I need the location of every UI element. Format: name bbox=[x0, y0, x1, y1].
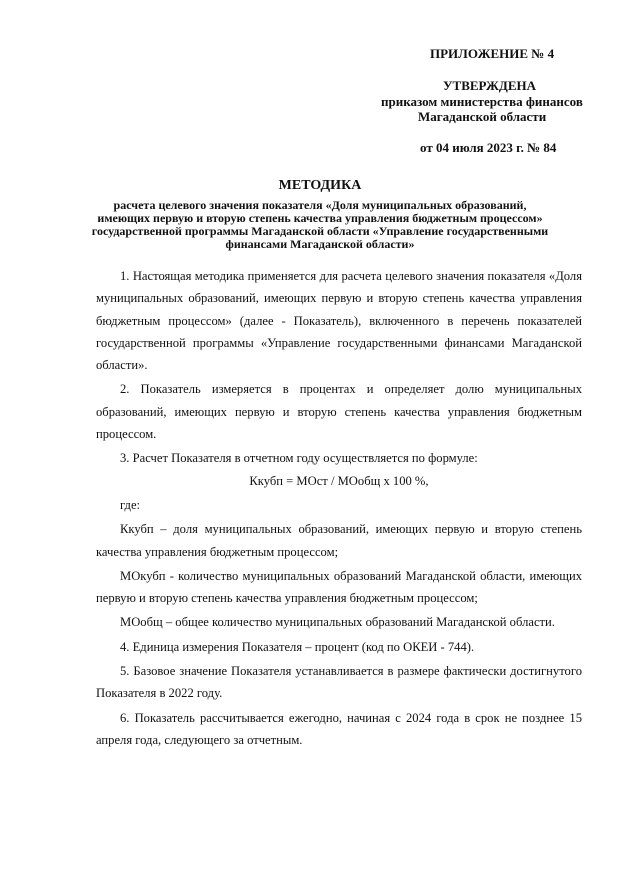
paragraph-6: 6. Показатель рассчитывается ежегодно, начиная с 2024 года в срок не позднее 15 апреля года, следующего за отчетным. bbox=[96, 710, 582, 747]
formula: Ккубп = МОст / МОобщ х 100 %, bbox=[249, 473, 429, 488]
approved-label: УТВЕРЖДЕНА bbox=[443, 78, 537, 93]
paragraph-2: 2. Показатель измеряется в процентах и определяет долю муниципальных образований, имеющих первую и вторую степень качества управления бюджетным процессом. bbox=[96, 382, 582, 442]
order-line-2: Магаданской области bbox=[418, 109, 547, 124]
document-body bbox=[96, 265, 582, 751]
order-date: от 04 июля 2023 г. № 84 bbox=[420, 140, 557, 155]
appendix-number: ПРИЛОЖЕНИЕ № 4 bbox=[430, 46, 555, 61]
subtitle-line: имеющих первую и вторую степень качества управления бюджетным процессом» bbox=[97, 211, 543, 225]
definition-3: МОобщ – общее количество муниципальных образований Магаданской области. bbox=[120, 615, 555, 630]
definition-2: МОкубп - количество муниципальных образований Магаданской области, имеющих первую и вторую степень качества управления бюджетным процессом; bbox=[96, 568, 582, 606]
subtitle-line: расчета целевого значения показателя «Доля муниципальных образований, bbox=[113, 198, 527, 212]
definition-1: Ккубп – доля муниципальных образований, имеющих первую и вторую степень качества управления бюджетным процессом; bbox=[96, 522, 582, 559]
paragraph-4: 4. Единица измерения Показателя – процент (код по ОКЕИ - 744). bbox=[120, 639, 475, 654]
paragraph-1: 1. Настоящая методика применяется для расчета целевого значения показателя «Доля муниципальных образований, имеющих первую и вторую степень качества управления бюджетным процессом» (далее - Показатель), включенного в перечень показателей государственной программы «Управление государственными финансами Магаданской области». bbox=[96, 269, 582, 373]
subtitle-line: финансами Магаданской области» bbox=[225, 237, 415, 251]
where-label: где: bbox=[120, 497, 141, 512]
paragraph-5: 5. Базовое значение Показателя устанавливается в размере фактически достигнутого Показателя в 2022 году. bbox=[96, 664, 582, 701]
order-line-1: приказом министерства финансов bbox=[381, 94, 583, 109]
subtitle-line: государственной программы Магаданской области «Управление государственными bbox=[91, 224, 549, 238]
document-title: МЕТОДИКА bbox=[278, 178, 362, 193]
paragraph-3: 3. Расчет Показателя в отчетном году осуществляется по формуле: bbox=[120, 451, 478, 466]
document-subtitle bbox=[60, 199, 580, 251]
